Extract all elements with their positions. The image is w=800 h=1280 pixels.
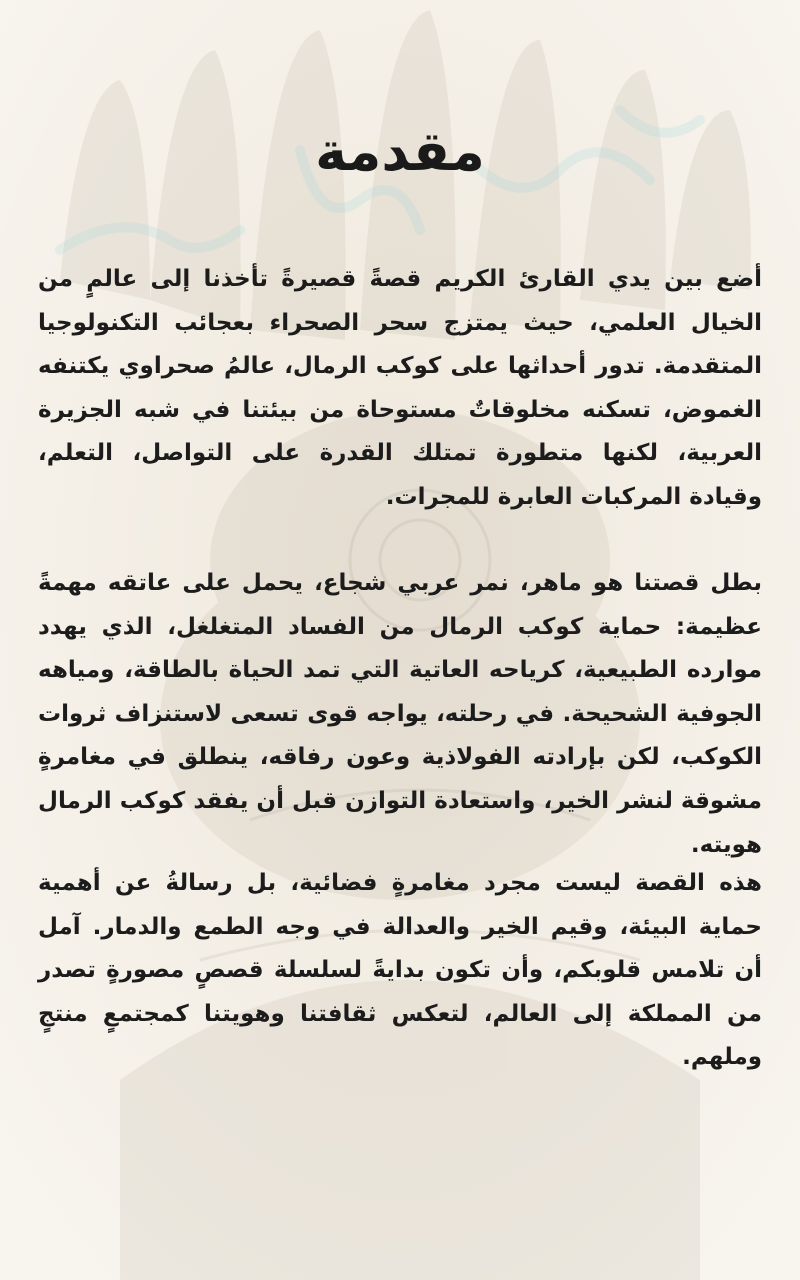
page-title: مقدمة: [315, 120, 485, 183]
paragraph-message: هذه القصة ليست مجرد مغامرةٍ فضائية، بل رسالةُ عن أهمية حماية البيئة، وقيم الخير والعدالة في وجه الطمع والدمار. آمل أن تلامس قلوبكم، وأن تكون بدايةً لسلسلة قصصٍ مصورةٍ تصدر من المملكة إلى العالم، لتعكس ثقافتنا وهويتنا كمجتمعٍ منتجٍ وملهم.: [38, 870, 762, 1071]
paragraph-intro: أضع بين يدي القارئ الكريم قصةً قصيرةً تأخذنا إلى عالمٍ من الخيال العلمي، حيث يمتزج سحر الصحراء بعجائب التكنولوجيا المتقدمة. تدور أحداثها على كوكب الرمال، عالمُ صحراوي يكتنفه الغموض، تسكنه مخلوقاتٌ مستوحاة من بيئتنا في شبه الجزيرة العربية، لكنها متطورة تمتلك القدرة على التواصل، التعلم، وقيادة المركبات العابرة للمجرات.: [38, 266, 762, 510]
paragraph-hero: بطل قصتنا هو ماهر، نمر عربي شجاع، يحمل على عاتقه مهمةً عظيمة: حماية كوكب الرمال من الفساد المتغلغل، الذي يهدد موارده الطبيعية، كرياحه العاتية التي تمد الحياة بالطاقة، ومياهه الجوفية الشحيحة. في رحلته، يواجه قوى تسعى لاستنزاف ثروات الكوكب، لكن بإرادته الفولاذية وعون رفاقه، ينطلق في مغامرةٍ مشوقة لنشر الخير، واستعادة التوازن قبل أن يفقد كوكب الرمال هويته.: [38, 570, 762, 858]
